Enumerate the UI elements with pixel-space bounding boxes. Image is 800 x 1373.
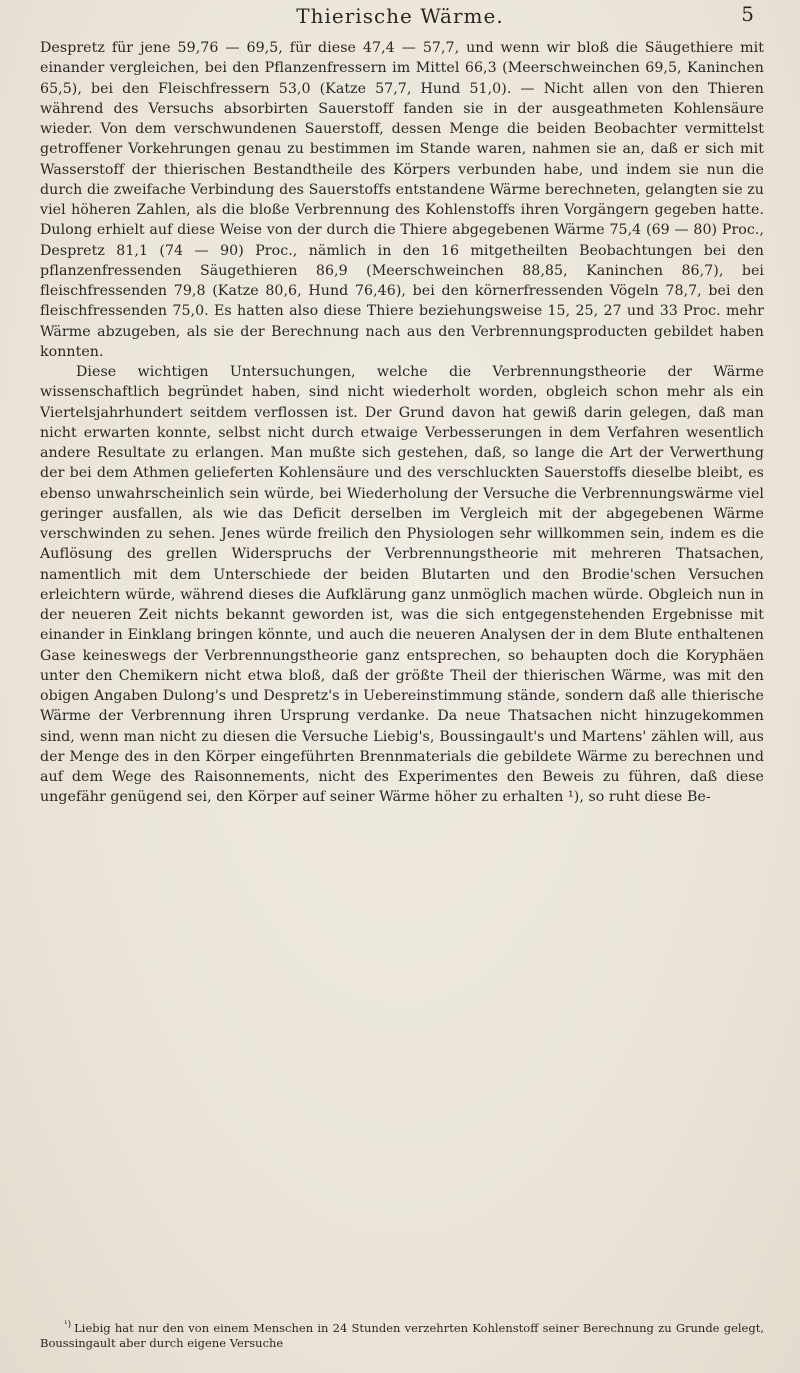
body-text bbox=[40, 38, 764, 808]
footnote bbox=[40, 1318, 764, 1351]
page-header bbox=[40, 2, 760, 30]
footnote-mark: ¹) bbox=[64, 1320, 72, 1330]
paragraph-1: Despretz für jene 59,76 — 69,5, für diese 47,4 — 57,7, und wenn wir bloß die Säugethiere mit einander vergleichen, bei den Pflanzenfressern im Mittel 66,3 (Meerschweinchen 69,5, Kaninchen 65,5), bei den Fleischfressern 53,0 (Katze 57,7, Hund 51,0). — Nicht allen von den Thieren während des Versuchs absorbirten Sauerstoff fanden sie in der ausgeathmeten Kohlensäure wieder. Von dem verschwundenen Sauerstoff, dessen Menge die beiden Beobachter vermittelst getroffener Vorkehrungen genau zu bestimmen im Stande waren, nahmen sie an, daß er sich mit Wasserstoff der thierischen Bestandtheile des Körpers verbunden habe, und indem sie nun die durch die zweifache Verbindung des Sauerstoffs entstandene Wärme berechneten, gelangten sie zu viel höheren Zahlen, als die bloße Verbrennung des Kohlenstoffs ihren Vorgängern gegeben hatte. Dulong erhielt auf diese Weise von der durch die Thiere abgegebenen Wärme 75,4 (69 — 80) Proc., Despretz 81,1 (74 — 90) Proc., nämlich in den 16 mitgetheilten Beobachtungen bei den pflanzenfressenden Säugethieren 86,9 (Meerschweinchen 88,85, Kaninchen 86,7), bei fleischfressenden 79,8 (Katze 80,6, Hund 76,46), bei den körnerfressenden Vögeln 78,7, bei den fleischfressenden 75,0. Es hatten also diese Thiere beziehungsweise 15, 25, 27 und 33 Proc. mehr Wärme abzugeben, als sie der Berechnung nach aus den Verbrennungsproducten gebildet haben konnten. bbox=[40, 40, 764, 360]
paragraph-2: Diese wichtigen Untersuchungen, welche die Verbrennungstheorie der Wärme wissenschaftlich begründet haben, sind nicht wiederholt worden, obgleich schon mehr als ein Viertelsjahrhundert seitdem verflossen ist. Der Grund davon hat gewiß darin gelegen, daß man nicht erwarten konnte, selbst nicht durch etwaige Verbesserungen in dem Verfahren wesentlich andere Resultate zu erlangen. Man mußte sich gestehen, daß, so lange die Art der Verwerthung der bei dem Athmen gelieferten Kohlensäure und des verschluckten Sauerstoffs dieselbe bleibt, es ebenso unwahrscheinlich sein würde, bei Wiederholung der Versuche die Verbrennungswärme viel geringer ausfallen, als wie das Deficit derselben im Vergleich mit der abgegebenen Wärme verschwinden zu sehen. Jenes würde freilich den Physiologen sehr willkommen sein, indem es die Auflösung des grellen Widerspruchs der Verbrennungstheorie mit mehreren Thatsachen, namentlich mit dem Unterschiede der beiden Blutarten und den Brodie'schen Versuchen erleichtern würde, während dieses die Aufklärung ganz unmöglich machen würde. Obgleich nun in der neueren Zeit nichts bekannt geworden ist, was die sich entgegenstehenden Ergebnisse mit einander in Einklang bringen könnte, und auch die neueren Analysen der in dem Blute enthaltenen Gase keineswegs der Verbrennungstheorie ganz entsprechen, so behaupten doch die Koryphäen unter den Chemikern nicht etwa bloß, daß der größte Theil der thierischen Wärme, was mit den obigen Angaben Dulong's und Despretz's in Uebereinstimmung stände, sondern daß alle thierische Wärme der Verbrennung ihren Ursprung verdanke. Da neue Thatsachen nicht hinzugekommen sind, wenn man nicht zu diesen die Versuche Liebig's, Boussingault's und Martens' zählen will, aus der Menge des in den Körper eingeführten Brennmaterials die gebildete Wärme zu berechnen und auf dem Wege des Raisonnements, nicht des Experimentes den Beweis zu führen, daß diese ungefähr genügend sei, den Körper auf seiner Wärme höher zu erhalten ¹), so ruht diese Be- bbox=[40, 364, 764, 806]
page-number: 5 bbox=[741, 2, 754, 26]
footnote-text: Liebig hat nur den von einem Menschen in 24 Stunden verzehrten Kohlenstoff seiner Berechnung zu Grunde gelegt, Boussingault aber durch eigene Versuche bbox=[40, 1320, 764, 1350]
running-head: Thierische Wärme. bbox=[296, 4, 504, 28]
